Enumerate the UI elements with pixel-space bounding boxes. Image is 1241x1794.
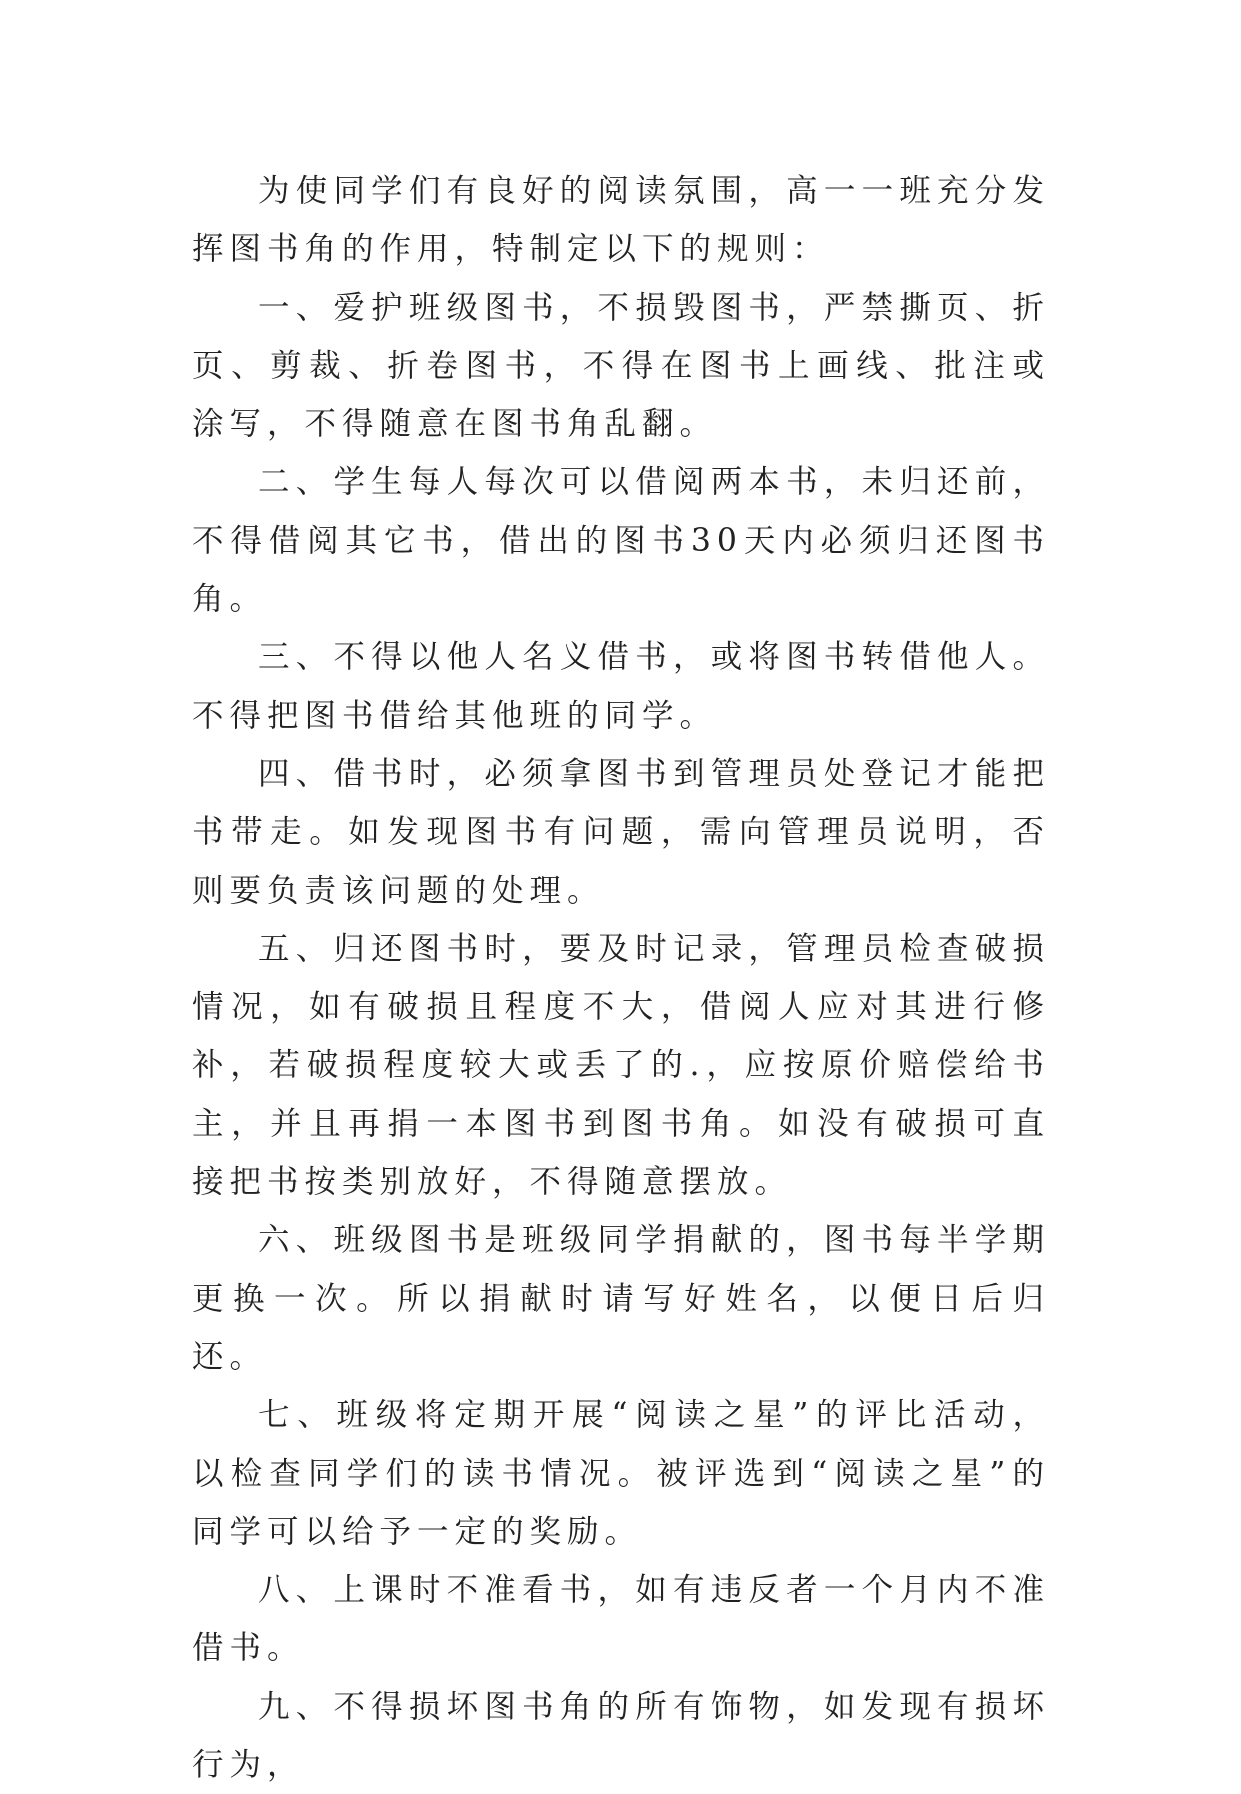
rule-6-paragraph: 六、班级图书是班级同学捐献的，图书每半学期更换一次。所以捐献时请写好姓名，以便日后归还。 (192, 1222, 1050, 1375)
rule-7-paragraph: 七、班级将定期开展“阅读之星”的评比活动，以检查同学们的读书情况。被评选到“阅读之星”的同学可以给予一定的奖励。 (192, 1397, 1050, 1550)
document-body (192, 162, 1050, 1794)
rule-3-paragraph: 三、不得以他人名义借书，或将图书转借他人。不得把图书借给其他班的同学。 (192, 639, 1050, 734)
intro-paragraph: 为使同学们有良好的阅读氛围，高一一班充分发挥图书角的作用，特制定以下的规则： (192, 173, 1050, 268)
rule-5-paragraph: 五、归还图书时，要及时记录，管理员检查破损情况，如有破损且程度不大，借阅人应对其进行修补，若破损程度较大或丢了的.，应按原价赔偿给书主，并且再捐一本图书到图书角。如没有破损可直接把书按类别放好，不得随意摆放。 (192, 930, 1050, 1201)
rule-4-paragraph: 四、借书时，必须拿图书到管理员处登记才能把书带走。如发现图书有问题，需向管理员说明，否则要负责该问题的处理。 (192, 755, 1050, 909)
rule-8-paragraph: 八、上课时不准看书，如有违反者一个月内不准借书。 (192, 1572, 1050, 1667)
rule-1-paragraph: 一、爱护班级图书，不损毁图书，严禁撕页、折页、剪裁、折卷图书，不得在图书上画线、批注或涂写，不得随意在图书角乱翻。 (192, 289, 1050, 443)
rule-2-paragraph: 二、学生每人每次可以借阅两本书，未归还前，不得借阅其它书，借出的图书30天内必须归还图书角。 (192, 464, 1050, 618)
rule-9-paragraph: 九、不得损坏图书角的所有饰物，如发现有损坏行为， (192, 1688, 1050, 1784)
